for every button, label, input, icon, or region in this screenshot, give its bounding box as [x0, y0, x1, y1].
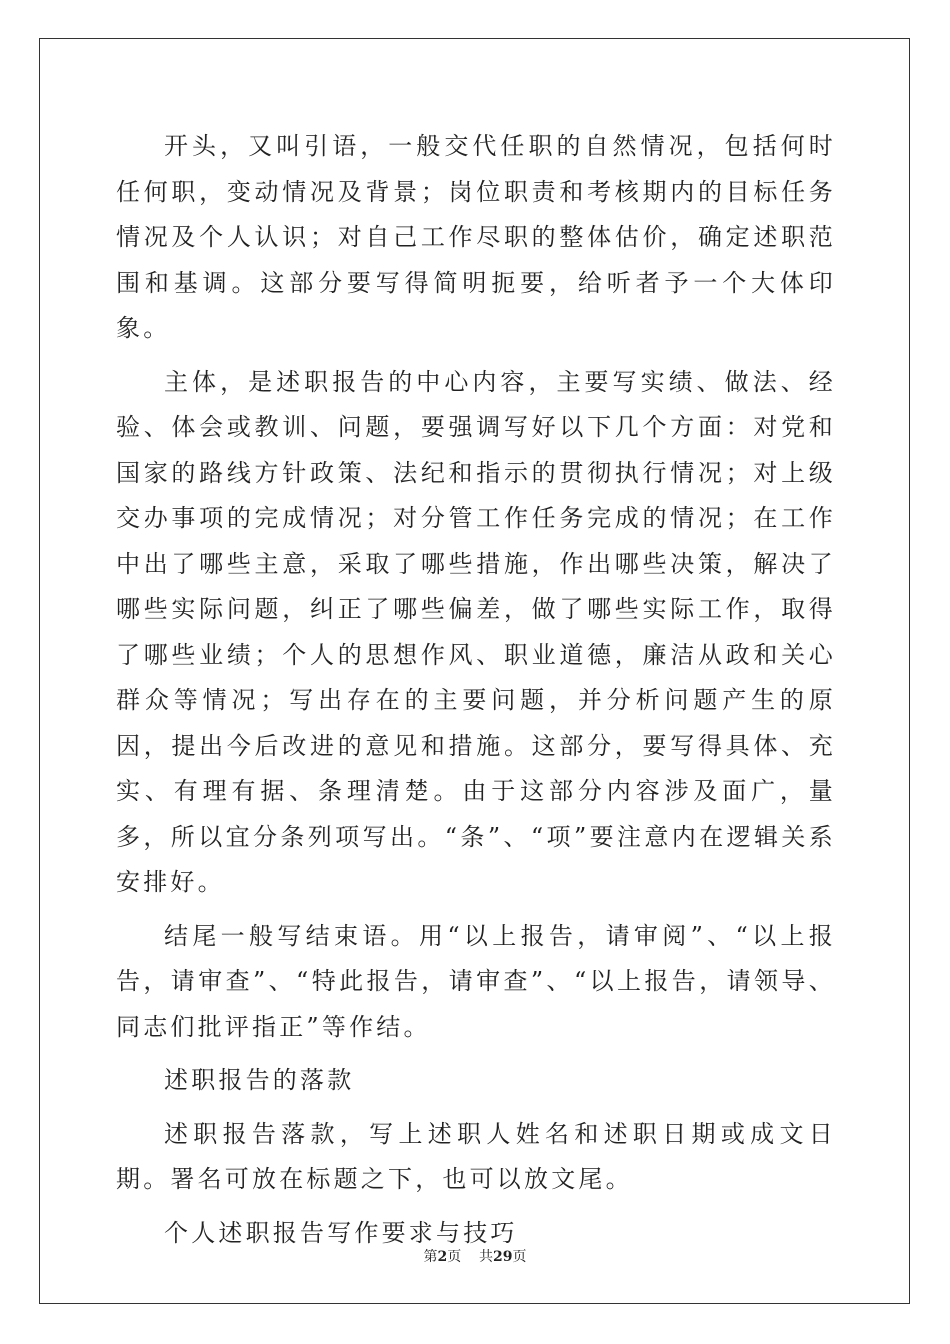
- section-heading-signature: 述职报告的落款: [164, 1066, 355, 1094]
- paragraph-body: 主体，是述职报告的中心内容，主要写实绩、做法、经验、体会或教训、问题，要强调写好以下几个方面：对党和国家的路线方针政策、法纪和指示的贯彻执行情况；对上级交办事项的完成情况；对分管工作任务完成的情况；在工作中出了哪些主意，采取了哪些措施，作出哪些决策，解决了哪些实际问题，纠正了哪些偏差，做了哪些实际工作，取得了哪些业绩；个人的思想作风、职业道德，廉洁从政和关心群众等情况；写出存在的主要问题，并分析问题产生的原因，提出今后改进的意见和措施。这部分，要写得具体、充实、有理有据、条理清楚。由于这部分内容涉及面广，量多，所以宜分条列项写出。“条”、“项”要注意内在逻辑关系安排好。: [116, 367, 836, 896]
- section-heading-tips: 个人述职报告写作要求与技巧: [164, 1218, 518, 1247]
- paragraph-opening: 开头，又叫引语，一般交代任职的自然情况，包括何时任何职，变动情况及背景；岗位职责和考核期内的目标任务情况及个人认识；对自己工作尽职的整体估价，确定述职范围和基调。这部分要写得简明扼要，给听者予一个大体印象。: [116, 132, 836, 342]
- total-pages: 29: [493, 1249, 513, 1265]
- page-prefix: 第: [423, 1249, 438, 1265]
- paragraph-ending: 结尾一般写结束语。用“以上报告，请审阅”、“以上报告，请审查”、“特此报告，请审查”、“以上报告，请领导、同志们批评指正”等作结。: [116, 921, 836, 1041]
- total-prefix: 共: [479, 1249, 494, 1265]
- page-footer: [0, 1246, 950, 1266]
- paragraph-signature: 述职报告落款，写上述职人姓名和述职日期或成文日期。署名可放在标题之下，也可以放文尾。: [116, 1119, 836, 1193]
- total-suffix: 页: [512, 1249, 527, 1265]
- page-suffix: 页: [447, 1249, 462, 1265]
- document-body: [116, 124, 836, 1256]
- page-number: 2: [437, 1249, 448, 1265]
